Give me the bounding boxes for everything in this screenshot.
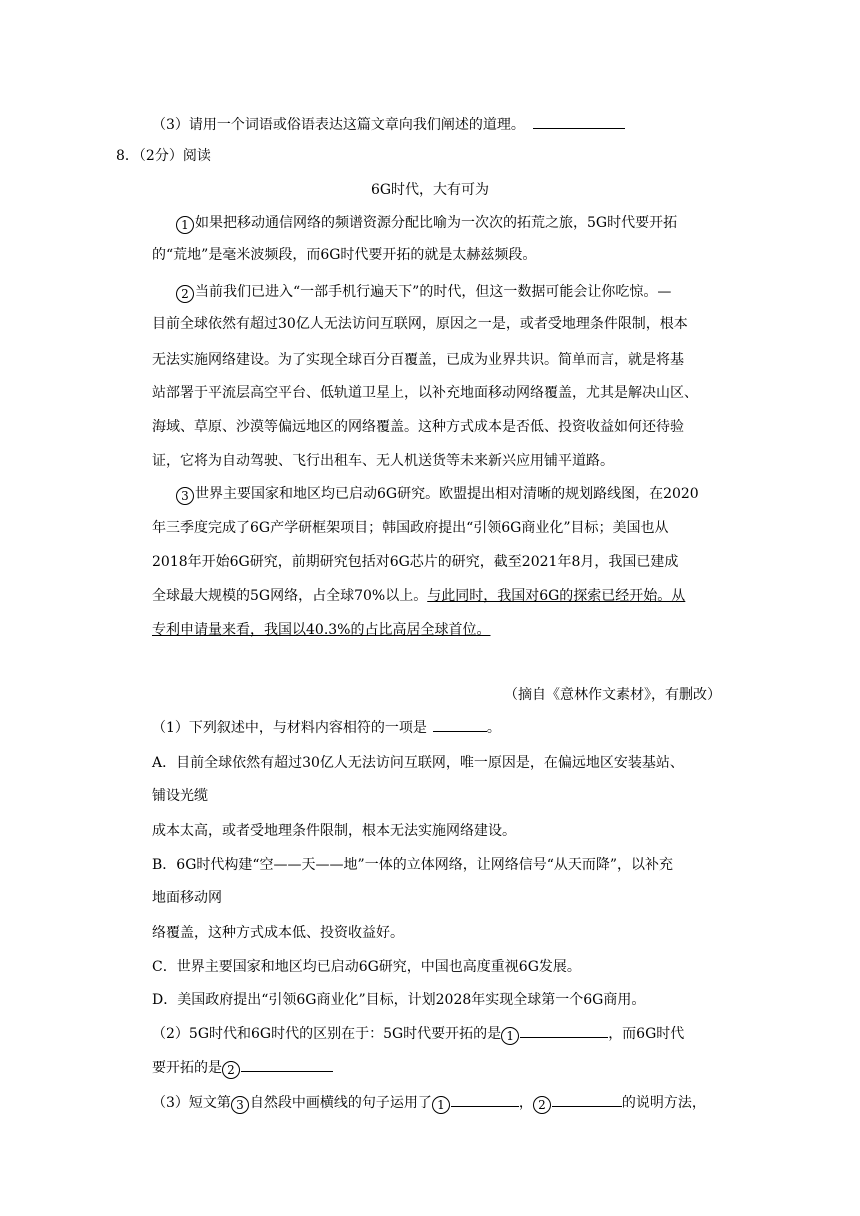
sub-question-2-line-2: 要开拓的是 2	[152, 1058, 333, 1079]
option-c[interactable]: C．世界主要国家和地区均已启动6G研究，中国也高度重视6G发展。	[152, 959, 581, 975]
answer-blank-2[interactable]	[241, 1071, 333, 1072]
paragraph-number: 3	[176, 487, 194, 505]
paragraph-2-line-3: 无法实施网络建设。为了实现全球百分百覆盖，已成为业界共识。简单而言，就是将基	[152, 352, 684, 368]
paragraph-2-line-5: 海域、草原、沙漠等偏远地区的网络覆盖。这种方式成本是否低、投资收益如何还待验	[152, 419, 684, 435]
option-b-line-2: 地面移动网	[152, 890, 222, 906]
option-a-line-1[interactable]: A．目前全球依然有超过30亿人无法访问互联网，唯一原因是，在偏远地区安装基站、	[152, 755, 684, 771]
paragraph-3-line-3: 2018年开始6G研究，前期研究包括对6G芯片的研究，截至2021年8月，我国已建成	[152, 554, 679, 570]
answer-blank[interactable]	[433, 731, 487, 732]
blank-number-2: 2	[533, 1096, 551, 1114]
article-title: 6G时代，大有可为	[370, 182, 490, 198]
paragraph-number: 2	[176, 285, 194, 303]
answer-blank-1[interactable]	[520, 1037, 608, 1038]
underlined-sentence: 专利申请量来看，我国以40.3%的占比高居全球首位。	[152, 622, 491, 638]
paragraph-number: 3	[231, 1096, 249, 1114]
option-b-line-1[interactable]: B．6G时代构建“空——天——地”一体的立体网络，让网络信号“从天而降”，以补充	[152, 857, 674, 873]
paragraph-1-line-2: 的“荒地”是毫米波频段，而6G时代要开拓的就是太赫兹频段。	[152, 247, 537, 263]
answer-blank[interactable]	[533, 128, 625, 129]
blank-number-1: 1	[432, 1096, 450, 1114]
paragraph-3-line-5	[152, 620, 490, 640]
sub-question-2-line-1: （2）5G时代和6G时代的区别在于：5G时代要开拓的是 1 ，而6G时代	[152, 1026, 685, 1043]
paragraph-1-line-1: 1 如果把移动通信网络的频谱资源分配比喻为一次次的拓荒之旅，5G时代要开拓	[176, 213, 677, 234]
sub-question-1: （1）下列叙述中，与材料内容相符的一项是 。	[152, 720, 501, 736]
answer-blank-1[interactable]	[451, 1106, 519, 1107]
option-d[interactable]: D．美国政府提出“引领6G商业化”目标，计划2028年实现全球第一个6G商用。	[152, 992, 646, 1008]
question-7-3	[152, 115, 625, 135]
underlined-sentence: 与此同时，我国对6G的探索已经开始。从	[427, 588, 686, 604]
paragraph-3-line-4: 全球最大规模的5G网络，占全球70%以上。与此同时，我国对6G的探索已经开始。从	[152, 588, 686, 604]
source-citation: （摘自《意林作文素材》，有删改）	[504, 687, 721, 703]
question-text: （3）请用一个词语或俗语表达这篇文章向我们阐述的道理。	[152, 117, 525, 133]
blank-number-2: 2	[222, 1061, 240, 1079]
option-a-line-3: 成本太高，或者受地理条件限制，根本无法实施网络建设。	[152, 823, 516, 839]
question-8-header: 8．（2分）阅读	[116, 148, 211, 164]
paragraph-3-line-1: 3 世界主要国家和地区均已启动6G研究。欧盟提出相对清晰的规划路线图，在2020	[176, 484, 699, 505]
paragraph-2-line-1: 2 当前我们已进入“一部手机行遍天下”的时代，但这一数据可能会让你吃惊。—	[176, 282, 671, 303]
paragraph-2-line-6: 证，它将为自动驾驶、飞行出租车、无人机送货等未来新兴应用铺平道路。	[152, 453, 614, 469]
paragraph-2-line-4: 站部署于平流层高空平台、低轨道卫星上，以补充地面移动网络覆盖，尤其是解决山区、	[152, 385, 698, 401]
blank-number-1: 1	[501, 1027, 519, 1045]
paragraph-number: 1	[176, 216, 194, 234]
paragraph-3-line-2: 年三季度完成了6G产学研框架项目；韩国政府提出“引领6G商业化”目标；美国也从	[152, 520, 669, 536]
option-a-line-2: 铺设光缆	[152, 788, 208, 804]
answer-blank-2[interactable]	[552, 1106, 622, 1107]
option-b-line-3: 络覆盖，这种方式成本低、投资收益好。	[152, 925, 404, 941]
paragraph-2-line-2: 目前全球依然有超过30亿人无法访问互联网，原因之一是，或者受地理条件限制，根本	[152, 316, 688, 332]
sub-question-3: （3）短文第 3 自然段中画横线的句子运用了 1 ， 2 的说明方法，	[152, 1095, 706, 1112]
